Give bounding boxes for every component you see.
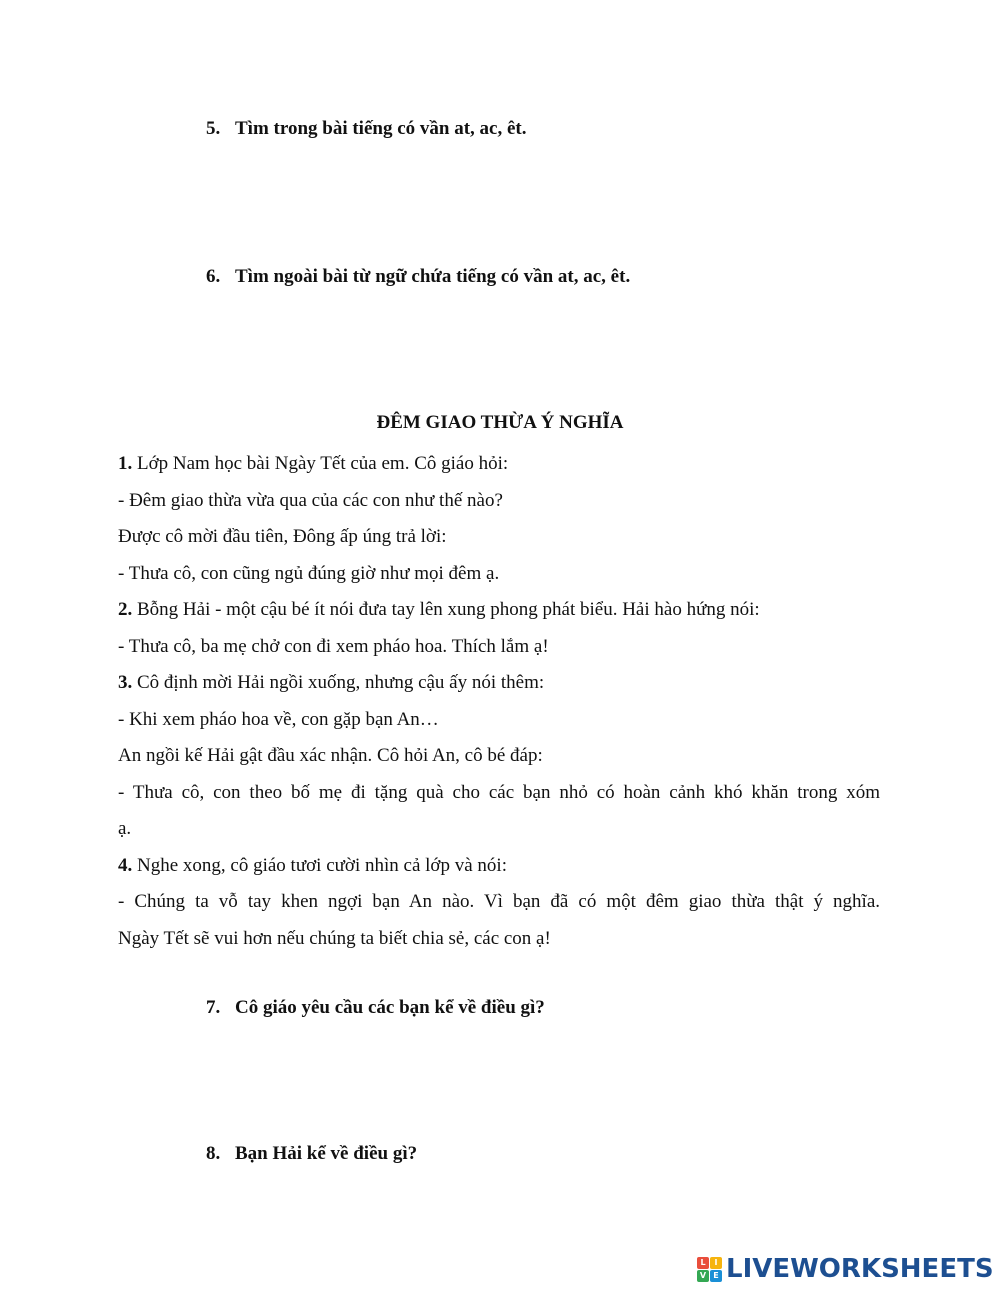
question-5 [206,118,527,140]
story-line: An ngồi kế Hải gật đầu xác nhận. Cô hỏi An, cô bé đáp: [118,745,543,766]
story-line: Ngày Tết sẽ vui hơn nếu chúng ta biết chia sẻ, các con ạ! [118,927,551,949]
logo-tile: V [697,1270,709,1282]
story-line [118,592,880,629]
story-body [118,446,880,957]
story-line: - Khi xem pháo hoa về, con gặp bạn An… [118,708,439,730]
liveworksheets-logo [697,1254,994,1284]
question-text: Tìm ngoài bài từ ngữ chứa tiếng có vần at, ac, êt. [235,266,631,287]
question-text: Cô giáo yêu cầu các bạn kể về điều gì? [235,997,545,1018]
paragraph-number: 2. [118,599,133,620]
story-line: Được cô mời đầu tiên, Đông ấp úng trả lời: [118,526,447,547]
story-text: Bỗng Hải - một cậu bé ít nói đưa tay lên xung phong phát biểu. Hải hào hứng nói: [137,599,760,620]
paragraph-number: 4. [118,854,133,876]
story-line [118,446,880,483]
paragraph-number: 1. [118,453,133,474]
question-7 [206,997,545,1019]
question-6 [206,266,630,288]
story-text: Cô định mời Hải ngồi xuống, nhưng cậu ấy nói thêm: [137,672,545,693]
story-line: ạ. [118,818,132,839]
story-line: - Thưa cô, con theo bố mẹ đi tặng quà cho các bạn nhỏ có hoàn cảnh khó khăn trong xóm [118,781,880,803]
story-line: - Đêm giao thừa vừa qua của các con như thế nào? [118,489,503,511]
story-line [118,665,880,702]
story-line [118,848,880,885]
story-text: Nghe xong, cô giáo tươi cười nhìn cả lớp và nói: [137,854,507,876]
question-8 [206,1143,417,1165]
logo-tile: E [710,1270,722,1282]
logo-text: LIVEWORKSHEETS [726,1254,994,1284]
logo-tile: I [710,1257,722,1269]
paragraph-number: 3. [118,672,133,693]
question-number: 7. [206,997,221,1018]
story-line: - Chúng ta vỗ tay khen ngợi bạn An nào. Vì bạn đã có một đêm giao thừa thật ý nghĩa. [118,891,880,912]
logo-tiles-icon [697,1257,722,1282]
logo-tile: L [697,1257,709,1269]
question-text: Bạn Hải kể về điều gì? [235,1143,418,1164]
story-text: Lớp Nam học bài Ngày Tết của em. Cô giáo hỏi: [137,453,509,474]
question-text: Tìm trong bài tiếng có vần at, ac, êt. [235,118,527,139]
story-line: - Thưa cô, ba mẹ chở con đi xem pháo hoa. Thích lắm ạ! [118,635,549,657]
question-number: 8. [206,1143,221,1164]
question-number: 6. [206,266,221,287]
question-number: 5. [206,118,221,139]
story-line: - Thưa cô, con cũng ngủ đúng giờ như mọi đêm ạ. [118,562,500,584]
story-title: ĐÊM GIAO THỪA Ý NGHĨA [376,412,624,433]
